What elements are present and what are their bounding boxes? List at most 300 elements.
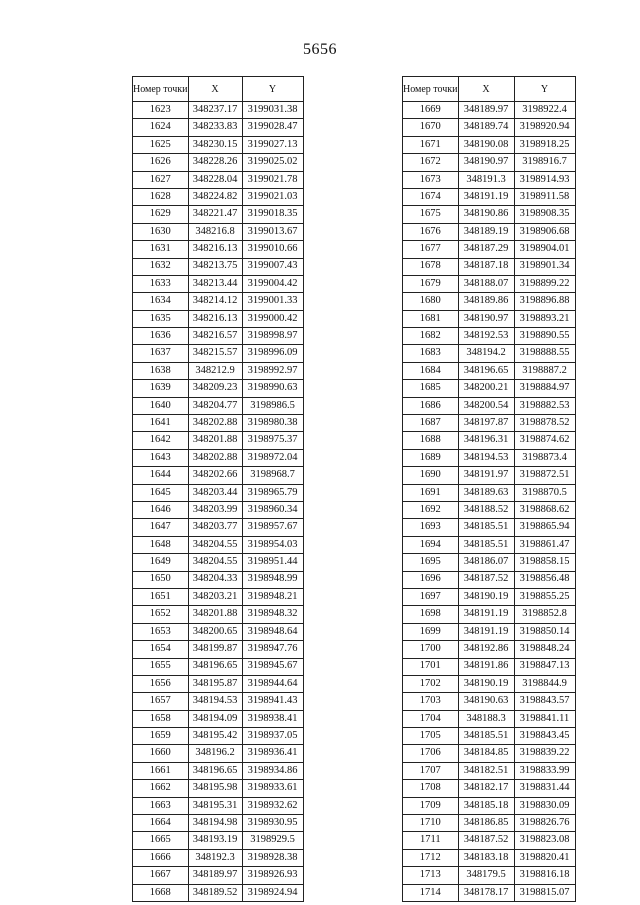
x-coordinate-cell: 348179.5: [458, 867, 514, 884]
table-row: [403, 762, 576, 779]
point-number-cell: 1689: [403, 449, 459, 466]
x-coordinate-cell: 348195.42: [188, 728, 242, 745]
table-row: [133, 275, 304, 292]
y-coordinate-cell: 3199000.42: [242, 310, 303, 327]
x-coordinate-cell: 348184.85: [458, 745, 514, 762]
table-row: [403, 832, 576, 849]
point-number-cell: 1694: [403, 536, 459, 553]
y-coordinate-cell: 3198930.95: [242, 815, 303, 832]
y-coordinate-cell: 3198911.58: [514, 188, 575, 205]
table-row: [133, 519, 304, 536]
table-row: [133, 884, 304, 901]
point-number-cell: 1674: [403, 188, 459, 205]
x-coordinate-cell: 348233.83: [188, 119, 242, 136]
point-number-cell: 1654: [133, 641, 189, 658]
y-coordinate-cell: 3198843.45: [514, 728, 575, 745]
y-coordinate-cell: 3198947.76: [242, 641, 303, 658]
x-coordinate-cell: 348195.87: [188, 675, 242, 692]
table-row: [403, 658, 576, 675]
y-coordinate-cell: 3198850.14: [514, 623, 575, 640]
y-coordinate-cell: 3198884.97: [514, 380, 575, 397]
y-coordinate-cell: 3198957.67: [242, 519, 303, 536]
y-coordinate-cell: 3198858.15: [514, 554, 575, 571]
x-coordinate-cell: 348199.87: [188, 641, 242, 658]
x-coordinate-cell: 348202.66: [188, 467, 242, 484]
x-coordinate-cell: 348204.55: [188, 554, 242, 571]
point-number-cell: 1670: [403, 119, 459, 136]
x-coordinate-cell: 348185.51: [458, 536, 514, 553]
y-coordinate-cell: 3198998.97: [242, 328, 303, 345]
table-row: [403, 293, 576, 310]
table-row: [133, 241, 304, 258]
y-coordinate-cell: 3198986.5: [242, 397, 303, 414]
table-row: [133, 206, 304, 223]
table-row: [403, 136, 576, 153]
y-coordinate-cell: 3198924.94: [242, 884, 303, 901]
point-number-cell: 1627: [133, 171, 189, 188]
point-number-cell: 1714: [403, 884, 459, 901]
point-number-cell: 1623: [133, 102, 189, 119]
x-coordinate-cell: 348187.29: [458, 241, 514, 258]
table-row: [403, 275, 576, 292]
x-coordinate-cell: 348209.23: [188, 380, 242, 397]
y-coordinate-cell: 3198968.7: [242, 467, 303, 484]
table-row: [133, 501, 304, 518]
x-coordinate-cell: 348200.21: [458, 380, 514, 397]
y-coordinate-cell: 3198937.05: [242, 728, 303, 745]
table-header-row: [403, 77, 576, 102]
table-row: [403, 745, 576, 762]
table-row: [133, 415, 304, 432]
point-number-cell: 1685: [403, 380, 459, 397]
x-coordinate-cell: 348189.97: [188, 867, 242, 884]
y-coordinate-cell: 3198945.67: [242, 658, 303, 675]
table-row: [133, 136, 304, 153]
x-coordinate-cell: 348187.52: [458, 832, 514, 849]
x-coordinate-cell: 348197.87: [458, 415, 514, 432]
x-coordinate-cell: 348194.53: [458, 449, 514, 466]
x-coordinate-cell: 348182.17: [458, 780, 514, 797]
point-number-cell: 1655: [133, 658, 189, 675]
x-coordinate-cell: 348189.19: [458, 223, 514, 240]
y-coordinate-cell: 3199031.38: [242, 102, 303, 119]
table-row: [403, 849, 576, 866]
y-coordinate-cell: 3198820.41: [514, 849, 575, 866]
table-row: [133, 449, 304, 466]
table-row: [133, 154, 304, 171]
point-number-cell: 1656: [133, 675, 189, 692]
x-coordinate-cell: 348195.98: [188, 780, 242, 797]
table-row: [133, 380, 304, 397]
point-number-cell: 1683: [403, 345, 459, 362]
y-coordinate-cell: 3198887.2: [514, 362, 575, 379]
x-coordinate-cell: 348182.51: [458, 762, 514, 779]
x-coordinate-cell: 348230.15: [188, 136, 242, 153]
point-number-cell: 1681: [403, 310, 459, 327]
x-coordinate-cell: 348189.63: [458, 484, 514, 501]
x-coordinate-cell: 348192.3: [188, 849, 242, 866]
point-number-cell: 1628: [133, 188, 189, 205]
table-row: [403, 188, 576, 205]
table-row: [403, 536, 576, 553]
table-row: [403, 623, 576, 640]
point-number-cell: 1700: [403, 641, 459, 658]
point-number-cell: 1630: [133, 223, 189, 240]
point-number-cell: 1646: [133, 501, 189, 518]
point-number-cell: 1684: [403, 362, 459, 379]
table-row: [133, 119, 304, 136]
x-coordinate-cell: 348202.88: [188, 415, 242, 432]
y-coordinate-cell: 3198890.55: [514, 328, 575, 345]
point-number-cell: 1672: [403, 154, 459, 171]
table-row: [403, 641, 576, 658]
x-coordinate-cell: 348186.07: [458, 554, 514, 571]
point-number-cell: 1642: [133, 432, 189, 449]
point-number-cell: 1669: [403, 102, 459, 119]
y-coordinate-cell: 3198868.62: [514, 501, 575, 518]
table-row: [403, 415, 576, 432]
x-coordinate-cell: 348212.9: [188, 362, 242, 379]
x-coordinate-cell: 348194.09: [188, 710, 242, 727]
x-coordinate-cell: 348213.44: [188, 275, 242, 292]
y-coordinate-cell: 3198933.61: [242, 780, 303, 797]
y-coordinate-cell: 3198920.94: [514, 119, 575, 136]
table-row: [403, 728, 576, 745]
x-coordinate-cell: 348190.63: [458, 693, 514, 710]
y-coordinate-cell: 3199025.02: [242, 154, 303, 171]
table-row: [133, 658, 304, 675]
y-coordinate-cell: 3198980.38: [242, 415, 303, 432]
y-coordinate-cell: 3199007.43: [242, 258, 303, 275]
x-coordinate-cell: 348185.51: [458, 728, 514, 745]
x-coordinate-cell: 348203.99: [188, 501, 242, 518]
table-row: [403, 884, 576, 901]
y-coordinate-cell: 3198948.32: [242, 606, 303, 623]
point-number-cell: 1634: [133, 293, 189, 310]
point-number-cell: 1636: [133, 328, 189, 345]
y-coordinate-cell: 3198848.24: [514, 641, 575, 658]
point-number-cell: 1678: [403, 258, 459, 275]
x-coordinate-cell: 348191.19: [458, 188, 514, 205]
table-row: [133, 345, 304, 362]
table-row: [133, 867, 304, 884]
y-coordinate-cell: 3198847.13: [514, 658, 575, 675]
y-coordinate-cell: 3198906.68: [514, 223, 575, 240]
table-row: [403, 258, 576, 275]
table-row: [133, 641, 304, 658]
y-coordinate-cell: 3198992.97: [242, 362, 303, 379]
point-number-cell: 1645: [133, 484, 189, 501]
x-coordinate-cell: 348191.97: [458, 467, 514, 484]
y-coordinate-cell: 3198831.44: [514, 780, 575, 797]
y-coordinate-cell: 3198948.99: [242, 571, 303, 588]
point-number-cell: 1653: [133, 623, 189, 640]
x-coordinate-cell: 348196.2: [188, 745, 242, 762]
y-coordinate-cell: 3198823.08: [514, 832, 575, 849]
header-x: X: [188, 77, 242, 102]
point-number-cell: 1665: [133, 832, 189, 849]
x-coordinate-cell: 348196.65: [188, 658, 242, 675]
table-row: [133, 397, 304, 414]
point-number-cell: 1624: [133, 119, 189, 136]
x-coordinate-cell: 348189.86: [458, 293, 514, 310]
table-row: [133, 710, 304, 727]
x-coordinate-cell: 348191.19: [458, 606, 514, 623]
y-coordinate-cell: 3198815.07: [514, 884, 575, 901]
x-coordinate-cell: 348216.13: [188, 310, 242, 327]
x-coordinate-cell: 348195.31: [188, 797, 242, 814]
x-coordinate-cell: 348196.65: [188, 762, 242, 779]
point-number-cell: 1673: [403, 171, 459, 188]
y-coordinate-cell: 3199021.03: [242, 188, 303, 205]
y-coordinate-cell: 3199028.47: [242, 119, 303, 136]
point-number-cell: 1651: [133, 588, 189, 605]
x-coordinate-cell: 348224.82: [188, 188, 242, 205]
table-row: [133, 832, 304, 849]
y-coordinate-cell: 3198855.25: [514, 588, 575, 605]
x-coordinate-cell: 348221.47: [188, 206, 242, 223]
table-row: [133, 815, 304, 832]
x-coordinate-cell: 348216.57: [188, 328, 242, 345]
point-number-cell: 1703: [403, 693, 459, 710]
table-row: [133, 188, 304, 205]
table-row: [403, 606, 576, 623]
table-row: [403, 449, 576, 466]
x-coordinate-cell: 348189.52: [188, 884, 242, 901]
x-coordinate-cell: 348228.04: [188, 171, 242, 188]
y-coordinate-cell: 3198951.44: [242, 554, 303, 571]
table-row: [133, 797, 304, 814]
point-number-cell: 1682: [403, 328, 459, 345]
y-coordinate-cell: 3198990.63: [242, 380, 303, 397]
table-row: [403, 102, 576, 119]
x-coordinate-cell: 348192.53: [458, 328, 514, 345]
table-row: [403, 397, 576, 414]
y-coordinate-cell: 3198843.57: [514, 693, 575, 710]
y-coordinate-cell: 3199021.78: [242, 171, 303, 188]
point-number-cell: 1686: [403, 397, 459, 414]
x-coordinate-cell: 348202.88: [188, 449, 242, 466]
point-number-cell: 1652: [133, 606, 189, 623]
y-coordinate-cell: 3198916.7: [514, 154, 575, 171]
table-row: [133, 623, 304, 640]
x-coordinate-cell: 348237.17: [188, 102, 242, 119]
point-number-cell: 1640: [133, 397, 189, 414]
x-coordinate-cell: 348187.18: [458, 258, 514, 275]
x-coordinate-cell: 348201.88: [188, 606, 242, 623]
table-row: [133, 432, 304, 449]
point-number-cell: 1637: [133, 345, 189, 362]
point-number-cell: 1695: [403, 554, 459, 571]
y-coordinate-cell: 3198926.93: [242, 867, 303, 884]
y-coordinate-cell: 3198908.35: [514, 206, 575, 223]
point-number-cell: 1707: [403, 762, 459, 779]
point-number-cell: 1680: [403, 293, 459, 310]
y-coordinate-cell: 3198904.01: [514, 241, 575, 258]
header-point-number: Номер точки: [403, 77, 459, 102]
table-row: [403, 171, 576, 188]
table-row: [133, 693, 304, 710]
point-number-cell: 1635: [133, 310, 189, 327]
point-number-cell: 1706: [403, 745, 459, 762]
y-coordinate-cell: 3198872.51: [514, 467, 575, 484]
y-coordinate-cell: 3198936.41: [242, 745, 303, 762]
x-coordinate-cell: 348190.97: [458, 310, 514, 327]
table-row: [133, 728, 304, 745]
x-coordinate-cell: 348214.12: [188, 293, 242, 310]
y-coordinate-cell: 3199013.67: [242, 223, 303, 240]
point-number-cell: 1709: [403, 797, 459, 814]
x-coordinate-cell: 348200.54: [458, 397, 514, 414]
table-row: [133, 484, 304, 501]
point-number-cell: 1638: [133, 362, 189, 379]
x-coordinate-cell: 348188.3: [458, 710, 514, 727]
table-row: [403, 362, 576, 379]
y-coordinate-cell: 3198941.43: [242, 693, 303, 710]
table-row: [133, 745, 304, 762]
x-coordinate-cell: 348188.52: [458, 501, 514, 518]
coordinates-table-left: [132, 76, 304, 902]
y-coordinate-cell: 3198882.53: [514, 397, 575, 414]
x-coordinate-cell: 348188.07: [458, 275, 514, 292]
point-number-cell: 1625: [133, 136, 189, 153]
table-row: [403, 345, 576, 362]
y-coordinate-cell: 3198965.79: [242, 484, 303, 501]
y-coordinate-cell: 3198932.62: [242, 797, 303, 814]
point-number-cell: 1702: [403, 675, 459, 692]
x-coordinate-cell: 348203.21: [188, 588, 242, 605]
point-number-cell: 1693: [403, 519, 459, 536]
point-number-cell: 1699: [403, 623, 459, 640]
point-number-cell: 1657: [133, 693, 189, 710]
header-point-number: Номер точки: [133, 77, 189, 102]
point-number-cell: 1648: [133, 536, 189, 553]
y-coordinate-cell: 3198960.34: [242, 501, 303, 518]
y-coordinate-cell: 3198934.86: [242, 762, 303, 779]
x-coordinate-cell: 348186.85: [458, 815, 514, 832]
table-row: [403, 519, 576, 536]
table-row: [133, 554, 304, 571]
point-number-cell: 1705: [403, 728, 459, 745]
x-coordinate-cell: 348203.77: [188, 519, 242, 536]
point-number-cell: 1663: [133, 797, 189, 814]
point-number-cell: 1631: [133, 241, 189, 258]
point-number-cell: 1692: [403, 501, 459, 518]
x-coordinate-cell: 348190.97: [458, 154, 514, 171]
y-coordinate-cell: 3198938.41: [242, 710, 303, 727]
point-number-cell: 1679: [403, 275, 459, 292]
table-body-left: [133, 102, 304, 902]
table-row: [403, 571, 576, 588]
table-row: [403, 797, 576, 814]
table-row: [133, 606, 304, 623]
table-row: [133, 588, 304, 605]
table-row: [403, 501, 576, 518]
table-body-right: [403, 102, 576, 902]
x-coordinate-cell: 348189.74: [458, 119, 514, 136]
point-number-cell: 1659: [133, 728, 189, 745]
x-coordinate-cell: 348194.53: [188, 693, 242, 710]
point-number-cell: 1626: [133, 154, 189, 171]
x-coordinate-cell: 348189.97: [458, 102, 514, 119]
table-row: [133, 762, 304, 779]
table-row: [403, 484, 576, 501]
x-coordinate-cell: 348183.18: [458, 849, 514, 866]
point-number-cell: 1675: [403, 206, 459, 223]
x-coordinate-cell: 348216.8: [188, 223, 242, 240]
point-number-cell: 1677: [403, 241, 459, 258]
point-number-cell: 1697: [403, 588, 459, 605]
point-number-cell: 1667: [133, 867, 189, 884]
point-number-cell: 1633: [133, 275, 189, 292]
y-coordinate-cell: 3198948.21: [242, 588, 303, 605]
point-number-cell: 1639: [133, 380, 189, 397]
point-number-cell: 1696: [403, 571, 459, 588]
y-coordinate-cell: 3198996.09: [242, 345, 303, 362]
table-row: [403, 554, 576, 571]
table-row: [133, 467, 304, 484]
table-row: [403, 710, 576, 727]
y-coordinate-cell: 3198865.94: [514, 519, 575, 536]
x-coordinate-cell: 348190.19: [458, 588, 514, 605]
point-number-cell: 1708: [403, 780, 459, 797]
y-coordinate-cell: 3198975.37: [242, 432, 303, 449]
point-number-cell: 1698: [403, 606, 459, 623]
y-coordinate-cell: 3198852.8: [514, 606, 575, 623]
point-number-cell: 1668: [133, 884, 189, 901]
x-coordinate-cell: 348185.18: [458, 797, 514, 814]
point-number-cell: 1632: [133, 258, 189, 275]
y-coordinate-cell: 3198833.99: [514, 762, 575, 779]
point-number-cell: 1691: [403, 484, 459, 501]
y-coordinate-cell: 3198870.5: [514, 484, 575, 501]
x-coordinate-cell: 348190.08: [458, 136, 514, 153]
x-coordinate-cell: 348203.44: [188, 484, 242, 501]
y-coordinate-cell: 3198954.03: [242, 536, 303, 553]
x-coordinate-cell: 348201.88: [188, 432, 242, 449]
point-number-cell: 1712: [403, 849, 459, 866]
table-row: [403, 588, 576, 605]
y-coordinate-cell: 3199027.13: [242, 136, 303, 153]
point-number-cell: 1660: [133, 745, 189, 762]
x-coordinate-cell: 348194.98: [188, 815, 242, 832]
x-coordinate-cell: 348204.77: [188, 397, 242, 414]
point-number-cell: 1658: [133, 710, 189, 727]
y-coordinate-cell: 3198826.76: [514, 815, 575, 832]
table-row: [403, 154, 576, 171]
y-coordinate-cell: 3198901.34: [514, 258, 575, 275]
y-coordinate-cell: 3198899.22: [514, 275, 575, 292]
x-coordinate-cell: 348194.2: [458, 345, 514, 362]
x-coordinate-cell: 348228.26: [188, 154, 242, 171]
y-coordinate-cell: 3198873.4: [514, 449, 575, 466]
x-coordinate-cell: 348191.3: [458, 171, 514, 188]
y-coordinate-cell: 3198844.9: [514, 675, 575, 692]
header-y: Y: [242, 77, 303, 102]
table-row: [133, 849, 304, 866]
y-coordinate-cell: 3198839.22: [514, 745, 575, 762]
y-coordinate-cell: 3198841.11: [514, 710, 575, 727]
point-number-cell: 1676: [403, 223, 459, 240]
y-coordinate-cell: 3198972.04: [242, 449, 303, 466]
table-row: [403, 432, 576, 449]
table-row: [133, 780, 304, 797]
table-row: [403, 310, 576, 327]
y-coordinate-cell: 3199004.42: [242, 275, 303, 292]
point-number-cell: 1644: [133, 467, 189, 484]
x-coordinate-cell: 348185.51: [458, 519, 514, 536]
x-coordinate-cell: 348213.75: [188, 258, 242, 275]
